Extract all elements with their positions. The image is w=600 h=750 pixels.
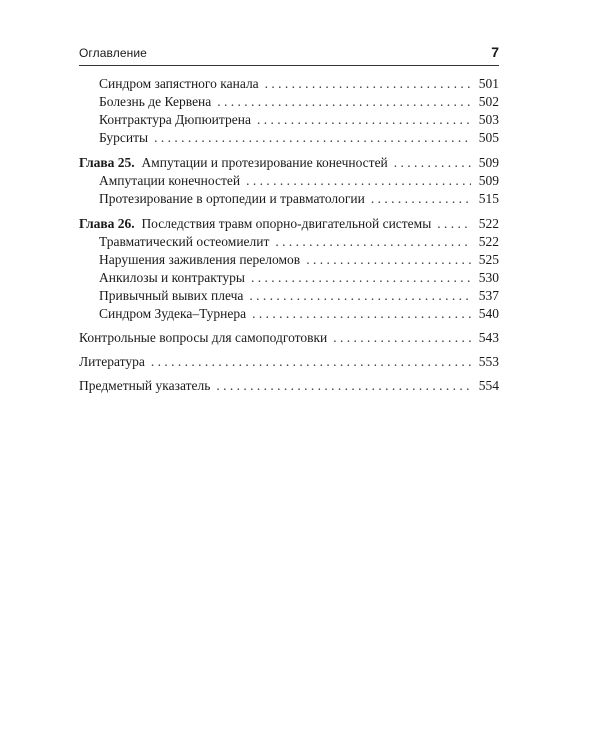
toc-chapter-entry[interactable] bbox=[79, 154, 499, 171]
running-head bbox=[79, 44, 499, 64]
toc-entry-label: Анкилозы и контрактуры bbox=[99, 270, 245, 285]
dot-leader bbox=[216, 377, 471, 394]
chapter-number: Глава 26. bbox=[79, 216, 135, 231]
toc-entry-page: 502 bbox=[478, 94, 499, 109]
toc-entry-label: Контрактура Дюпюитрена bbox=[99, 112, 251, 127]
toc-entry-page: 522 bbox=[478, 216, 499, 231]
dot-leader bbox=[371, 190, 471, 207]
toc-entry-label bbox=[79, 154, 388, 171]
toc-entry-page: 525 bbox=[478, 252, 499, 267]
toc-entry-label: Бурситы bbox=[99, 130, 149, 145]
toc-entry-page: 553 bbox=[478, 354, 499, 369]
toc-entry-label: Ампутации конечностей bbox=[99, 173, 241, 188]
toc-entry[interactable] bbox=[79, 129, 499, 146]
toc-entry-page: 522 bbox=[478, 234, 499, 249]
dot-leader bbox=[246, 172, 471, 189]
toc-entry-label: Литература bbox=[79, 354, 145, 369]
toc-entry-page: 515 bbox=[478, 191, 499, 206]
toc-entry[interactable] bbox=[79, 75, 499, 92]
toc-entry[interactable] bbox=[79, 172, 499, 189]
toc-entry-label: Контрольные вопросы для самоподготовки bbox=[79, 330, 328, 345]
toc-entry[interactable] bbox=[79, 233, 499, 250]
toc-entry-label: Протезирование в ортопедии и травматологии bbox=[99, 191, 365, 206]
toc-entry-page: 554 bbox=[478, 378, 499, 393]
toc-entry-page: 540 bbox=[478, 306, 499, 321]
dot-leader bbox=[154, 129, 471, 146]
dot-leader bbox=[251, 269, 471, 286]
toc-entry-label: Болезнь де Кервена bbox=[99, 94, 212, 109]
toc-entry-page: 505 bbox=[478, 130, 499, 145]
dot-leader bbox=[306, 251, 471, 268]
dot-leader bbox=[437, 215, 471, 232]
chapter-title: Последствия травм опорно-двигательной системы bbox=[141, 216, 432, 231]
chapter-title: Ампутации и протезирование конечностей bbox=[141, 155, 388, 170]
toc-entry-label: Синдром запястного канала bbox=[99, 76, 259, 91]
toc-entry[interactable] bbox=[79, 329, 499, 346]
running-head-title: Оглавление bbox=[79, 46, 147, 60]
toc-entry[interactable] bbox=[79, 190, 499, 207]
toc-entry[interactable] bbox=[79, 305, 499, 322]
toc-entry-page: 501 bbox=[478, 76, 499, 91]
toc-entry-page: 543 bbox=[478, 330, 499, 345]
toc-entry-page: 530 bbox=[478, 270, 499, 285]
toc-entry[interactable] bbox=[79, 377, 499, 394]
toc-entry[interactable] bbox=[79, 251, 499, 268]
toc-entry[interactable] bbox=[79, 93, 499, 110]
dot-leader bbox=[217, 93, 471, 110]
toc-entry-page: 537 bbox=[478, 288, 499, 303]
toc-entry-label: Нарушения заживления переломов bbox=[99, 252, 301, 267]
dot-leader bbox=[249, 287, 471, 304]
dot-leader bbox=[265, 75, 471, 92]
chapter-number: Глава 25. bbox=[79, 155, 135, 170]
header-rule bbox=[79, 65, 499, 66]
toc-entry-label: Травматический остеомиелит bbox=[99, 234, 270, 249]
toc-entry-page: 509 bbox=[478, 155, 499, 170]
dot-leader bbox=[394, 154, 471, 171]
toc-entry-label: Синдром Зудека–Турнера bbox=[99, 306, 247, 321]
dot-leader bbox=[333, 329, 471, 346]
toc-entry[interactable] bbox=[79, 269, 499, 286]
toc-entry-label bbox=[79, 215, 431, 232]
toc-chapter-entry[interactable] bbox=[79, 215, 499, 232]
toc-entry-page: 509 bbox=[478, 173, 499, 188]
toc-entry[interactable] bbox=[79, 353, 499, 370]
dot-leader bbox=[252, 305, 471, 322]
toc-entry-label: Привычный вывих плеча bbox=[99, 288, 244, 303]
toc-entry[interactable] bbox=[79, 287, 499, 304]
toc-entry-page: 503 bbox=[478, 112, 499, 127]
dot-leader bbox=[275, 233, 471, 250]
page-number: 7 bbox=[491, 44, 499, 60]
dot-leader bbox=[151, 353, 471, 370]
toc-entry[interactable] bbox=[79, 111, 499, 128]
toc-entry-label: Предметный указатель bbox=[79, 378, 211, 393]
dot-leader bbox=[257, 111, 471, 128]
